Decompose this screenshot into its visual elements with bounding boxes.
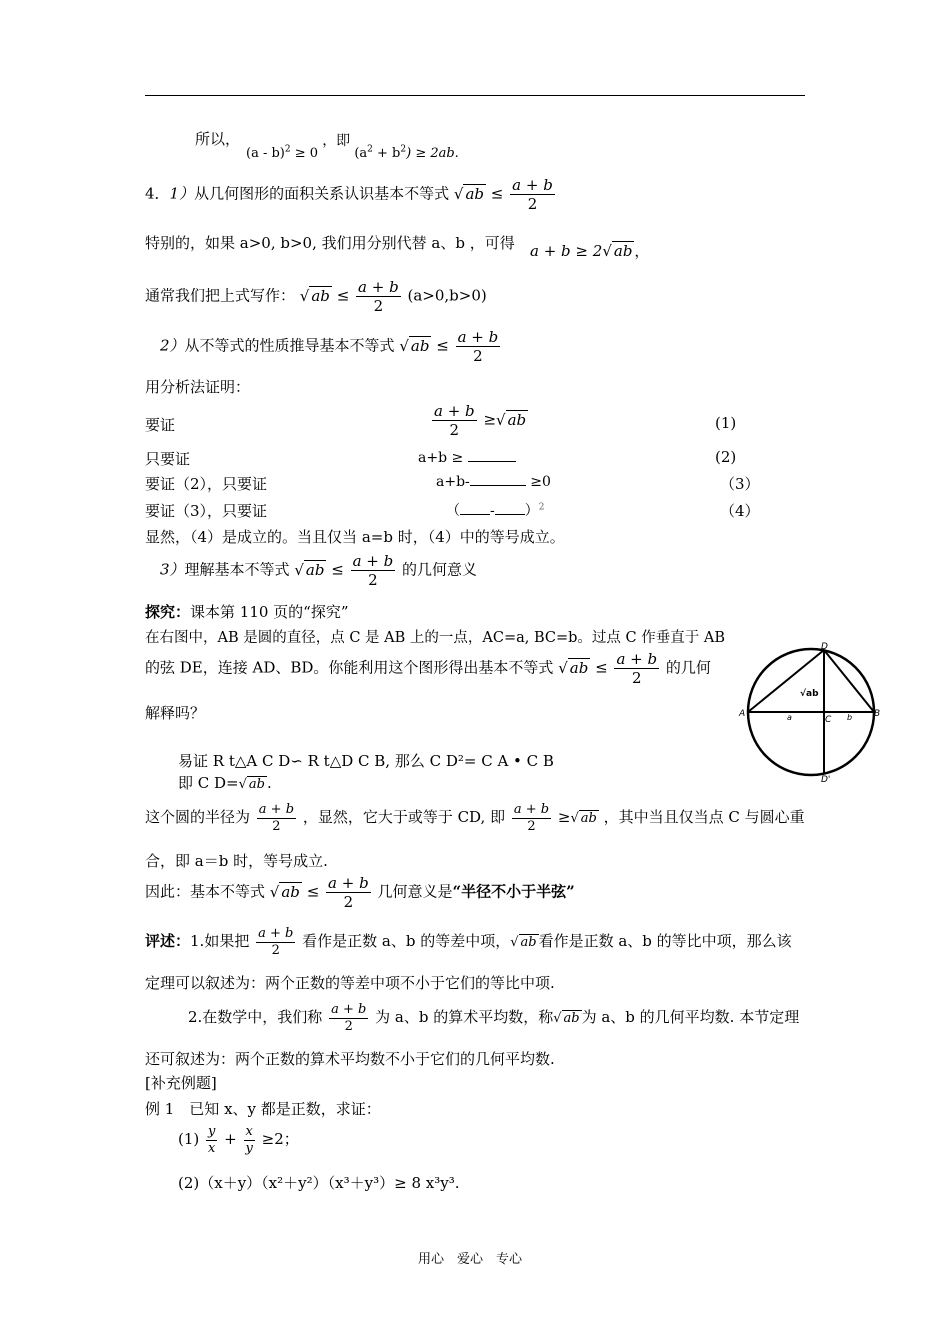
text: ≥ xyxy=(557,808,571,827)
fraction xyxy=(356,278,401,315)
label-a-length: a xyxy=(787,713,792,722)
text-line xyxy=(145,650,711,687)
text: (a - b) xyxy=(246,146,285,161)
text: ，其中当且仅当点 C 与圆心重 xyxy=(603,808,805,827)
text: 1.如果把 xyxy=(190,932,250,951)
fraction xyxy=(329,1002,368,1034)
text: 从不等式的性质推导基本不等式 xyxy=(184,336,395,355)
label-c-point: C xyxy=(825,715,832,725)
blank xyxy=(468,461,516,462)
text: (a xyxy=(354,146,368,161)
label-b-point: B xyxy=(874,709,881,719)
text: ab xyxy=(305,560,325,579)
step-number: (2) xyxy=(715,448,737,466)
sqrt: √ ab xyxy=(570,811,597,827)
step-label: 要证（3），只要证 xyxy=(145,502,268,520)
step-number: (1) xyxy=(715,414,737,432)
fraction xyxy=(510,176,555,213)
sqrt: √ ab xyxy=(238,777,265,792)
text-line xyxy=(160,552,477,589)
sqrt: √ ab xyxy=(510,935,537,951)
text: ，显然，它大于或等于 CD, 即 xyxy=(302,808,506,827)
fraction xyxy=(432,402,477,439)
sqrt: √ ab xyxy=(602,242,633,260)
text: 为 a、b 的几何平均数. 本节定理 xyxy=(581,1008,800,1027)
text: ≤ xyxy=(306,882,320,901)
text: ab xyxy=(569,658,589,677)
footer: 用心 爱心 专心 xyxy=(418,1252,523,1267)
text: a+b ≥ xyxy=(418,450,464,466)
sqrt: √ ab xyxy=(453,184,484,203)
text-line: 在右图中，AB 是圆的直径，点 C 是 AB 上的一点，AC=a, BC=b。过点 C 作垂直于 AB xyxy=(145,630,725,646)
fraction xyxy=(351,552,396,589)
text: 2 xyxy=(284,144,291,155)
text: 2 xyxy=(400,144,407,155)
text: 2 xyxy=(368,571,378,589)
text: a + b xyxy=(258,926,294,941)
fraction xyxy=(256,926,295,958)
text: ab xyxy=(520,935,537,951)
text: ≤ xyxy=(436,336,449,355)
text: ab xyxy=(507,410,527,429)
text: ab xyxy=(311,286,330,305)
text-line xyxy=(188,1002,799,1034)
text-line: 解释吗？ xyxy=(145,704,206,722)
text: 2 xyxy=(632,669,642,687)
text: 几何意义是 xyxy=(377,882,453,901)
text: （ xyxy=(446,503,460,519)
text: 这个圆的半径为 xyxy=(145,808,251,827)
text: 1） xyxy=(169,184,195,203)
text: “半径不小于半弦” xyxy=(452,882,575,901)
sqrt: √ ab xyxy=(269,882,300,901)
text: a + b xyxy=(328,874,369,892)
text: 因此：基本不等式 xyxy=(145,882,266,901)
text: 课本第 110 页的“探究” xyxy=(190,603,349,621)
text: ab xyxy=(563,1011,580,1027)
text: ab xyxy=(248,777,265,792)
sqrt: √ ab xyxy=(399,336,430,355)
text: ≥0 xyxy=(530,474,551,490)
text-line xyxy=(145,601,349,622)
sqrt: √ ab xyxy=(299,286,330,305)
text: + xyxy=(224,1130,237,1149)
fraction xyxy=(257,802,296,834)
text: 2 xyxy=(373,297,384,315)
text-line xyxy=(160,328,502,365)
text: a + b xyxy=(331,1002,367,1017)
sqrt: √ ab xyxy=(553,1011,580,1027)
text: a + b xyxy=(352,552,394,570)
text: 从几何图形的面积关系认识基本不等式 xyxy=(194,184,450,203)
text-line xyxy=(178,772,272,793)
text: ab xyxy=(613,242,633,260)
text-line xyxy=(145,926,792,958)
text-line xyxy=(145,176,557,213)
text: 3） xyxy=(160,560,185,579)
text-line: 例 1 已知 x、y 都是正数，求证： xyxy=(145,1100,381,1118)
formula xyxy=(430,402,528,439)
text: 2 xyxy=(527,818,536,834)
text: 探究： xyxy=(145,603,191,621)
text: 看作是正数 a、b 的等比中项，那么该 xyxy=(538,932,792,951)
text-line: 合，即 a＝b 时，等号成立. xyxy=(145,852,328,870)
section-heading: [补充例题] xyxy=(145,1074,217,1092)
text: 看作是正数 a、b 的等差中项， xyxy=(302,932,511,951)
text: ，即 xyxy=(322,133,351,149)
text-line: 易证 R t△A C D∽ R t△D C B, 那么 C D²= C A • C B xyxy=(178,752,554,770)
label-b-length: b xyxy=(847,713,853,722)
text: ， xyxy=(634,242,650,260)
text: 2 xyxy=(473,347,483,365)
text: 2） xyxy=(160,336,185,355)
blank xyxy=(460,514,490,515)
text: 2 xyxy=(527,195,538,213)
text: ab xyxy=(281,882,300,901)
text: ≤ xyxy=(336,286,350,305)
text-line xyxy=(145,232,515,253)
text: ≤ xyxy=(595,658,608,677)
text-line: 显然，（4）是成立的。当且仅当 a=b 时，（4）中的等号成立。 xyxy=(145,528,565,546)
text: 通常我们把上式写作： xyxy=(145,286,296,305)
formula xyxy=(446,500,544,520)
text: a + b xyxy=(358,278,399,296)
label-a-point: A xyxy=(739,709,746,719)
text: ) ≥ 2ab. xyxy=(406,146,459,161)
text: . xyxy=(266,774,272,792)
text: 的几何意义 xyxy=(402,560,478,579)
text: ab xyxy=(580,811,597,827)
text: ≤ xyxy=(331,560,344,579)
text: (a>0,b>0) xyxy=(407,286,487,305)
fraction xyxy=(456,328,501,365)
text: 2.在数学中，我们称 xyxy=(188,1008,323,1027)
text-line xyxy=(178,1124,299,1156)
text-line xyxy=(145,278,487,315)
text-line xyxy=(145,802,805,834)
text: 2 xyxy=(449,421,460,439)
text-line: 用分析法证明： xyxy=(145,378,251,396)
text: 所以， xyxy=(195,130,241,148)
text: 2 xyxy=(271,942,280,958)
text: a + b xyxy=(616,650,658,668)
step-number: （3） xyxy=(720,475,760,493)
text: x xyxy=(208,1140,216,1156)
text-line xyxy=(195,128,240,149)
text: ≤ xyxy=(490,184,504,203)
text: 的几何 xyxy=(665,658,711,677)
text: ≥ 0 xyxy=(290,146,319,161)
text: 评述： xyxy=(145,932,191,951)
text: ≥2； xyxy=(261,1130,299,1149)
header-rule xyxy=(145,95,805,96)
blank xyxy=(495,514,525,515)
step-label: 要证 xyxy=(145,416,176,434)
formula xyxy=(246,133,459,162)
text: ab xyxy=(410,336,430,355)
circle-figure xyxy=(735,640,885,785)
label-e-point: D' xyxy=(821,775,831,785)
text: a + b xyxy=(258,802,295,817)
text: y xyxy=(245,1140,253,1156)
fraction xyxy=(244,1124,255,1156)
text-line xyxy=(145,874,575,911)
text: (1) xyxy=(178,1130,200,1149)
text: a + b xyxy=(512,176,553,194)
text: ≥ xyxy=(483,410,497,429)
text: a+b- xyxy=(436,474,470,490)
text: a + b xyxy=(513,802,550,817)
text-line: 定理可以叙述为：两个正数的等差中项不小于它们的等比中项. xyxy=(145,974,555,992)
text: 的弦 DE，连接 AD、BD。你能利用这个图形得出基本不等式 xyxy=(145,658,554,677)
segment-ad xyxy=(748,650,824,712)
fraction xyxy=(326,874,371,911)
text: a + b xyxy=(434,402,475,420)
text: ab xyxy=(465,184,484,203)
text-line: (2)（x＋y）（x²＋y²）（x³＋y³）≥ 8 x³y³. xyxy=(178,1174,460,1192)
text: 为 a、b 的算术平均数，称 xyxy=(375,1008,554,1027)
fraction xyxy=(512,802,551,834)
blank xyxy=(470,485,526,486)
text-line: 还可叙述为：两个正数的算术平均数不小于它们的几何平均数. xyxy=(145,1050,555,1068)
text: 2 xyxy=(367,144,373,155)
text: - xyxy=(490,503,495,519)
step-label: 要证（2），只要证 xyxy=(145,475,268,493)
text: 理解基本不等式 xyxy=(184,560,290,579)
text: + b xyxy=(372,146,401,161)
text: 2 xyxy=(272,818,281,834)
step-label: 只要证 xyxy=(145,450,191,468)
text: x xyxy=(245,1124,253,1139)
text: a + b ≥ 2 xyxy=(530,242,603,260)
text: ） xyxy=(524,503,539,519)
label-cd-length: √ab xyxy=(800,689,819,699)
fraction xyxy=(614,650,659,687)
formula xyxy=(436,474,551,490)
fraction xyxy=(206,1124,217,1156)
text: a + b xyxy=(457,328,499,346)
sqrt: √ ab xyxy=(558,658,589,677)
text: 特别的，如果 a>0, b>0, 我们用分别代替 a、b ，可得 xyxy=(145,234,515,252)
formula xyxy=(530,240,649,261)
text: 4． xyxy=(145,184,170,203)
text: 2 xyxy=(538,502,545,513)
label-d-point: D xyxy=(821,642,828,652)
text: y xyxy=(208,1124,216,1139)
text: 即 C D= xyxy=(178,774,239,792)
step-number: （4） xyxy=(720,502,760,520)
formula xyxy=(418,450,516,466)
sqrt: √ ab xyxy=(294,560,325,579)
sqrt: √ ab xyxy=(496,410,527,429)
text: 2 xyxy=(344,1018,353,1034)
text: 2 xyxy=(343,893,354,911)
